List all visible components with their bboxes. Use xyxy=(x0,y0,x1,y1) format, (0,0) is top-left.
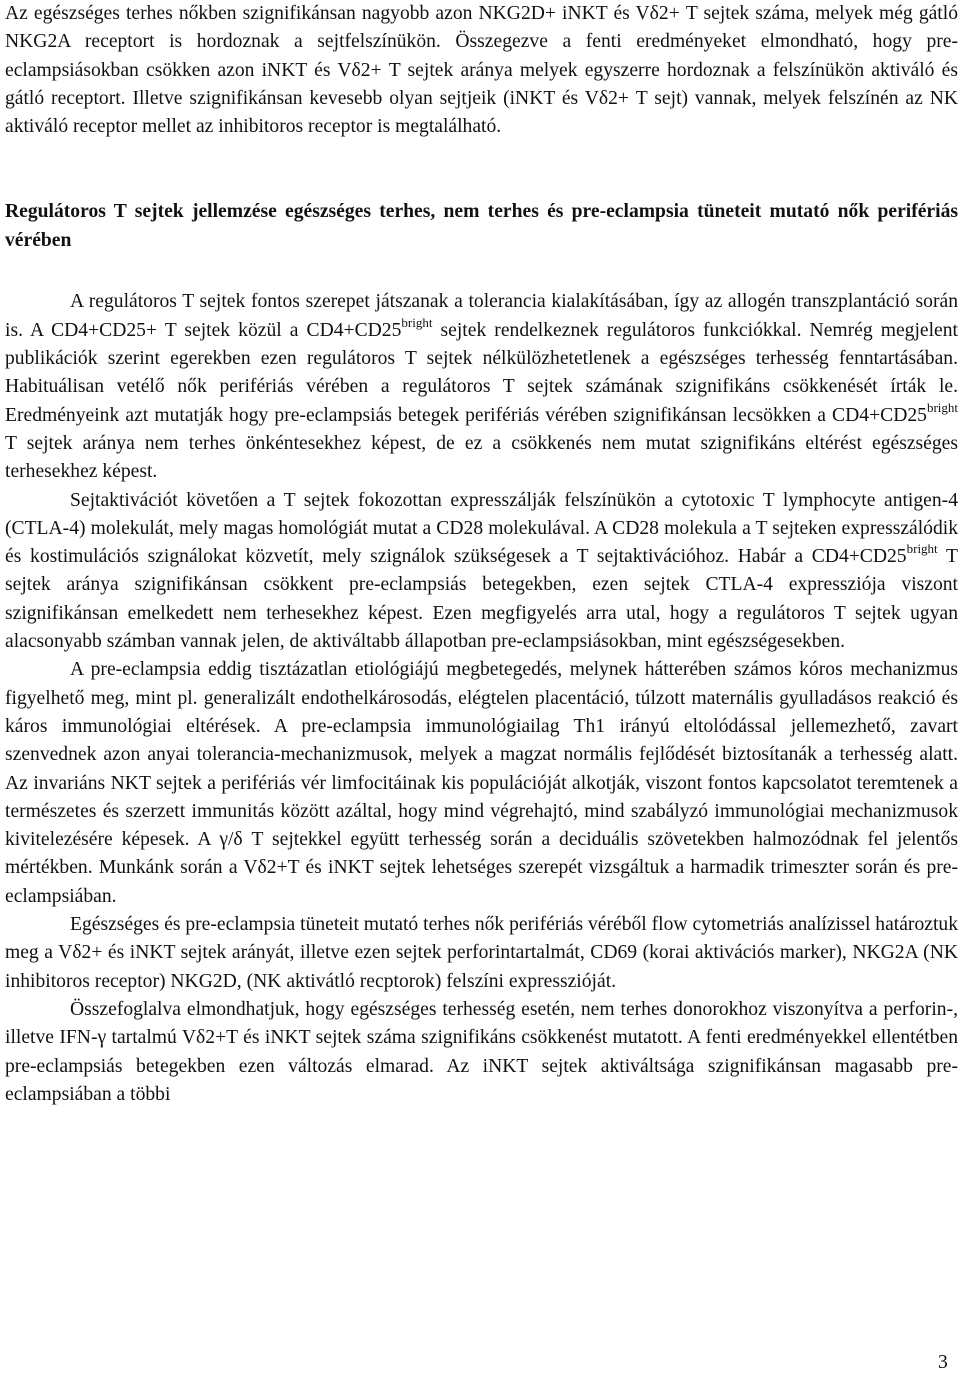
document-page xyxy=(5,0,958,1109)
paragraph-pre-eclampsia: A pre-eclampsia eddig tisztázatlan etiológiájú megbetegedés, melynek hátterében számos kóros mechanizmus figyelhető meg, mint pl. generalizált endothelkárosodás, elégtelen placentáció, túlzott maternális gyulladásos reakció és káros immunológiai eltérések. A pre-eclampsia immunológiailag Th1 irányú eltolódással jellemezhető, zavart szenvednek azon anyai tolerancia-mechanizmusok, melyek a magzat normális fejlődését biztosítanák a terhesség alatt. Az invariáns NKT sejtek a perifériás vér limfocitáinak kis populációját alkotják, viszont fontos kapcsolatot teremtenek a természetes és szerzett immunitás között azáltal, hogy mind végrehajtó, mind szabályzó immunológiai mechanizmusok kivitelezésére képesek. A γ/δ T sejtekkel együtt terhesség során a deciduális szövetekben halmozódnak fel jelentős mértékben. Munkánk során a Vδ2+T és iNKT sejtek lehetséges szerepét vizsgáltuk a harmadik trimeszter során és pre-eclampsiában. xyxy=(5,659,958,907)
intro-paragraph: Az egészséges terhes nőkben szignifikánsan nagyobb azon NKG2D+ iNKT és Vδ2+ T sejtek száma, melyek még gátló NKG2A receptort is hordoznak a sejtfelszínükön. Összegezve a fenti eredményeket elmondható, hogy pre-eclampsiásokban csökken azon iNKT és Vδ2+ T sejtek aránya melyek egyszerre hordoznak a felszínükön aktiváló és gátló receptort. Illetve szignifikánsan kevesebb olyan sejtjeik (iNKT és Vδ2+ T sejt) vannak, melyek felszínén az NK aktiváló receptor mellet az inhibitoros receptor is megtalálható. xyxy=(5,3,958,138)
paragraph-text: Sejtaktivációt követően a T sejtek fokozottan expresszálják felszínükön a cytotoxic T lymphocyte antigen-4 (CTLA-4) molekulát, mely magas homológiát mutat a CD28 molekulával. A CD28 molekula a T sejteken expresszálódik és kostimulációs szignálokat közvetít, mely szignálok szükségesek a T sejtaktivációhoz. Habár a CD4+CD25 xyxy=(5,489,958,568)
paragraph-text: sejtek rendelkeznek regulátoros funkciókkal. Nemrég megjelent publikációk szerint egerekben ezen regulátoros T sejtek nélkülözhetetlenek a egészséges terhesség fenntartásában. Habituálisan vetélő nők perifériás vérében a regulátoros T sejtek számának szignifikáns csökkenését írták le. Eredményeink azt mutatják hogy pre-eclampsiás betegek perifériás vérében szignifikánsan lecsökken a CD4+CD25 xyxy=(5,319,958,426)
superscript-bright: bright xyxy=(926,399,958,415)
superscript-bright: bright xyxy=(401,314,433,330)
section-heading: Regulátoros T sejtek jellemzése egészséges terhes, nem terhes és pre-eclampsia tüneteit mutató nők perifériás vérében xyxy=(5,201,958,252)
page-number: 3 xyxy=(938,1352,948,1373)
paragraph-summary: Összefoglalva elmondhatjuk, hogy egészséges terhesség esetén, nem terhes donorokhoz viszonyítva a perforin-, illetve IFN-γ tartalmú Vδ2+T és iNKT sejtek száma szignifikáns csökkenést mutatott. A fenti eredményekkel ellentétben pre-eclampsiás betegekben ezen változás elmarad. Az iNKT sejtek aktiváltsága szignifikánsan magasabb pre-eclampsiában a többi xyxy=(5,998,958,1105)
paragraph-text: T sejtek aránya nem terhes önkéntesekhez képest, de ez a csökkenés nem mutat szignifikáns eltérést egészséges terhesekhez képest. xyxy=(5,432,958,483)
paragraph-text: T sejtek aránya szignifikánsan csökkent pre-eclampsiás betegekben, ezen sejtek CTLA-4 expressziója viszont szignifikánsan emelkedett nem terhesekhez képest. Ezen megfigyelés arra utal, hogy a regulátoros T sejtek ugyan alacsonyabb számban vannak jelen, de aktiváltabb állapotban pre-eclampsiásokban, mint egészségesekben. xyxy=(5,546,958,653)
paragraph-regulatory-t-cells xyxy=(5,288,958,486)
superscript-bright: bright xyxy=(906,541,938,557)
paragraph-flow-cytometry: Egészséges és pre-eclampsia tüneteit mutató terhes nők perifériás véréből flow cytometriás analízissel határoztuk meg a Vδ2+ és iNKT sejtek arányát, illetve ezen sejtek perforintartalmát, CD69 (korai aktivációs marker), NKG2A (NK inhibitoros receptor) NKG2D, (NK aktivátló recptorok) felszíni expresszióját. xyxy=(5,914,958,992)
paragraph-ctla4 xyxy=(5,487,958,657)
paragraph-text: A regulátoros T sejtek fontos szerepet játszanak a tolerancia kialakításában, így az allogén transzplantáció során is. A CD4+CD25+ T sejtek közül a CD4+CD25 xyxy=(5,291,958,341)
